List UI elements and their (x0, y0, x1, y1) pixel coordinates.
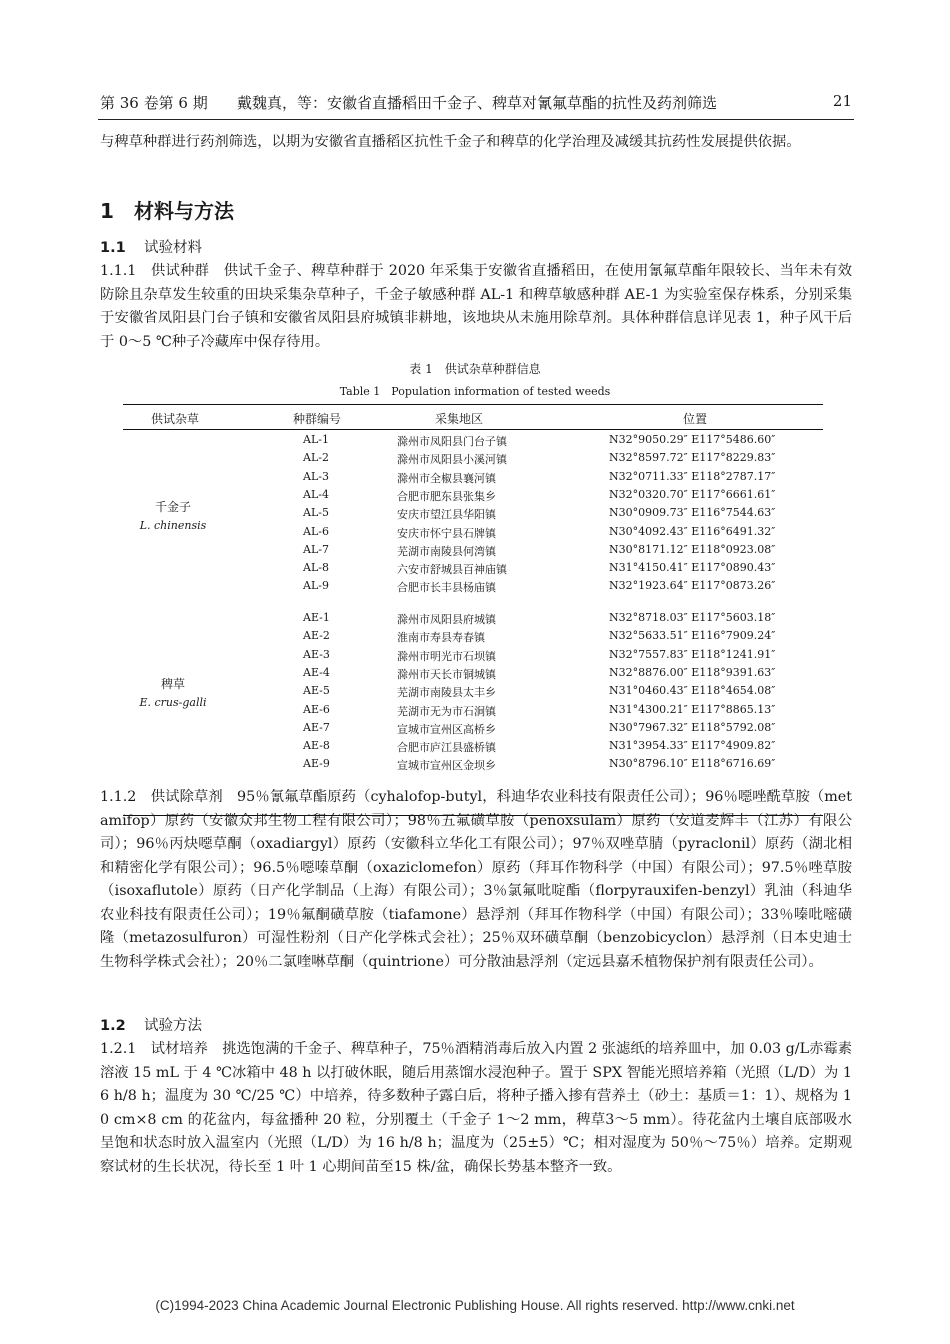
table-row (123, 577, 823, 596)
group-name-latin: L. chinensis (139, 519, 207, 532)
population-id: AL-4 (303, 487, 329, 501)
population-id: AE-3 (303, 647, 330, 661)
population-id: AL-8 (303, 561, 329, 575)
population-id: AE-1 (303, 611, 330, 624)
gps-position: N32°7557.83″ E118°1241.91″ (609, 647, 776, 661)
collection-region: 滁州市凤阳县府城镇 (397, 613, 496, 626)
table-row (123, 719, 823, 738)
paragraph-1-1-2 (100, 786, 852, 974)
gps-position: N30°0909.73″ E116°7544.63″ (609, 506, 776, 520)
collection-region: 六安市舒城县百神庙镇 (397, 563, 507, 577)
subsubsection-title: 供试除草剂 (150, 789, 223, 805)
table-caption-en: Table 1 Population information of tested weeds (339, 385, 611, 398)
gps-position: N32°5633.51″ E116°7909.24″ (609, 629, 776, 643)
subsection-title: 试验材料 (144, 240, 202, 256)
subsection-heading-1-1 (100, 236, 202, 257)
table-row (123, 646, 823, 665)
subsubsection-title: 试材培养 (150, 1041, 208, 1057)
table-row (123, 559, 823, 578)
group-name-cn: 千金子 (154, 500, 191, 514)
table-row (123, 682, 823, 701)
table-row (123, 627, 823, 646)
collection-region: 滁州市凤阳县门台子镇 (397, 435, 507, 448)
population-id: AL-3 (303, 469, 329, 483)
table-row (123, 504, 823, 523)
subsection-number: 1.1 (100, 240, 126, 256)
gps-position: N31°4150.41″ E117°0890.43″ (609, 561, 776, 575)
table-top-rule (123, 404, 823, 405)
table-header-weed: 供试杂草 (151, 412, 200, 426)
subsection-title: 试验方法 (144, 1018, 202, 1034)
gps-position: N32°0320.70″ E117°6661.61″ (609, 487, 776, 501)
collection-region: 安庆市望江县华阳镇 (397, 508, 496, 522)
subsubsection-number: 1.2.1 (100, 1041, 137, 1057)
table-row (123, 755, 823, 774)
population-id: AL-7 (303, 542, 329, 556)
population-id: AE-6 (303, 702, 330, 716)
gps-position: N30°8171.12″ E118°0923.08″ (609, 542, 776, 556)
intro-paragraph: 与稗草种群进行药剂筛选，以期为安徽省直播稻区抗性千金子和稗草的化学治理及减缓其抗药性发展提供依据。 (100, 134, 801, 150)
population-id: AE-9 (303, 757, 330, 771)
table-header-rule (123, 429, 823, 430)
population-id: AL-9 (303, 579, 329, 593)
collection-region: 芜湖市南陵县何湾镇 (397, 544, 496, 558)
table-row (123, 486, 823, 505)
section-number: 1 (100, 199, 114, 223)
population-id: AE-7 (303, 720, 330, 734)
table-caption-cn: 表 1 供试杂草种群信息 (409, 362, 541, 376)
collection-region: 芜湖市无为市石涧镇 (397, 704, 496, 718)
subsection-number: 1.2 (100, 1018, 126, 1034)
collection-region: 芜湖市南陵县太丰乡 (397, 686, 496, 700)
gps-position: N32°8876.00″ E118°9391.63″ (609, 665, 776, 679)
table-header-position: 位置 (683, 412, 708, 426)
paragraph-text: 挑选饱满的千金子、稗草种子，75％酒精消毒后放入内置 2 张滤纸的培养皿中，加 0.03 g/L赤霉素溶液 15 mL 于 4 ℃冰箱中 48 h 以打破休眠，随后用蒸馏水浸泡种子。置于 SPX 智能光照培养箱（光照（L/D）为 16 h/8 h；温度为 30 ℃/25 ℃）中培养，待多数种子露白后，将种子播入掺有营养土（砂土：基质＝1：1）、规格为 10 cm×8 cm 的花盆内，每盆播种 20 粒，分别覆土（千金子 1～2 mm，稗草3～5 mm）。待花盆内土壤自底部吸水呈饱和状态时放入温室内（光照（L/D）为 16 h/8 h；温度为（25±5）℃；相对湿度为 50％～75％）培养。定期观察试材的生长状况，待长至 1 叶 1 心期间苗至15 株/盆，确保长势基本整齐一致。 (100, 1041, 853, 1175)
gps-position: N32°8718.03″ E117°5603.18″ (609, 611, 776, 624)
gps-position: N31°0460.43″ E118°4654.08″ (609, 684, 776, 698)
gps-position: N31°3954.33″ E117°4909.82″ (609, 739, 776, 753)
journal-issue: 第 36 卷第 6 期 (100, 94, 208, 112)
population-id: AL-6 (303, 524, 329, 538)
gps-position: N30°4092.43″ E116°6491.32″ (609, 524, 776, 538)
table-row (123, 541, 823, 560)
collection-region: 宣城市宣州区金坝乡 (397, 759, 496, 773)
collection-region: 滁州市凤阳县小溪河镇 (397, 453, 507, 467)
table-row (123, 523, 823, 542)
gps-position: N30°7967.32″ E118°5792.08″ (609, 720, 776, 734)
collection-region: 安庆市怀宁县石牌镇 (397, 526, 496, 540)
population-id: AE-8 (303, 739, 330, 753)
population-id: AL-2 (303, 451, 329, 465)
gps-position: N32°8597.72″ E117°8229.83″ (609, 451, 776, 465)
paragraph-text: 95％氰氟草酯原药（cyhalofop-butyl，科迪华农业科技有限责任公司）；96％噁唑酰草胺（metamifop）原药（安徽众邦生物工程有限公司）；98％五氟磺草胺（penoxsulam）原药（安道麦辉丰（江苏）有限公司）；96％丙炔噁草酮（oxadiargyl）原药（安徽科立华化工有限公司）；97％双唑草腈（pyraclonil）原药（湖北相和精密化学有限公司）；96.5％噁嗪草酮（oxaziclomefon）原药（拜耳作物科学（中国）有限公司）；97.5％唑草胺（isoxaflutole）原药（日产化学制品（上海）有限公司）；3％氯氟吡啶酯（florpyrauxifen-benzyl）乳油（科迪华农业科技有限责任公司）；19％氟酮磺草胺（tiafamone）悬浮剂（拜耳作物科学（中国）有限公司）；33％嗪吡嘧磺隆（metazosulfuron）可湿性粉剂（日产化学株式会社）；25％双环磺草酮（benzobicyclon）悬浮剂（日本史迪士生物科学株式会社）；20％二氯喹啉草酮（quintrione）可分散油悬浮剂（定远县嘉禾植物保护剂有限责任公司）。 (100, 789, 852, 970)
table-row (123, 701, 823, 720)
gps-position: N32°1923.64″ E117°0873.26″ (609, 579, 776, 593)
population-id: AE-2 (303, 629, 330, 643)
section-heading-1 (100, 195, 234, 224)
running-header (100, 92, 852, 118)
group-name-latin: E. crus-galli (139, 696, 207, 709)
article-running-title: 戴魏真，等：安徽省直播稻田千金子、稗草对氰氟草酯的抗性及药剂筛选 (237, 94, 718, 112)
table-row (123, 609, 823, 628)
paragraph-1-1-1 (100, 260, 852, 354)
population-id: AE-5 (303, 684, 330, 698)
table-header-region: 采集地区 (435, 412, 484, 426)
collection-region: 滁州市天长市铜城镇 (397, 667, 496, 681)
population-id: AL-5 (303, 506, 329, 520)
collection-region: 合肥市肥东县张集乡 (397, 489, 496, 503)
subsubsection-number: 1.1.1 (100, 263, 137, 279)
subsection-heading-1-2 (100, 1014, 202, 1035)
population-id: AL-1 (303, 433, 329, 446)
collection-region: 宣城市宣州区高桥乡 (397, 722, 496, 736)
subsubsection-title: 供试种群 (150, 263, 210, 279)
group-name-cn: 稗草 (160, 677, 185, 691)
page-number: 21 (832, 92, 852, 110)
gps-position: N32°0711.33″ E118°2787.17″ (609, 469, 776, 483)
collection-region: 滁州市全椒县襄河镇 (397, 471, 496, 485)
collection-region: 淮南市寿县寿春镇 (397, 631, 485, 645)
paragraph-text: 供试千金子、稗草种群于 2020 年采集于安徽省直播稻田，在使用氰氟草酯年限较长、当年未有效防除且杂草发生较重的田块采集杂草种子，千金子敏感种群 AL-1 和稗草敏感种群 AE-1 为实验室保存株系，分别采集于安徽省凤阳县门台子镇和安徽省凤阳县府城镇非耕地，该地块从未施用除草剂。具体种群信息详见表 1，种子风干后于 0～5 ℃种子冷藏库中保存待用。 (100, 263, 852, 350)
paragraph-1-2-1 (100, 1038, 852, 1179)
collection-region: 滁州市明光市石坝镇 (397, 649, 496, 663)
subsubsection-number: 1.1.2 (100, 789, 137, 805)
collection-region: 合肥市长丰县杨庙镇 (397, 581, 496, 595)
gps-position: N31°4300.21″ E117°8865.13″ (609, 702, 776, 716)
header-rule (98, 119, 854, 120)
copyright-footer: (C)1994-2023 China Academic Journal Electronic Publishing House. All rights reserved. http://www.cnki.net (155, 1298, 795, 1313)
gps-position: N32°9050.29″ E117°5486.60″ (609, 433, 776, 446)
collection-region: 合肥市庐江县盛桥镇 (397, 741, 496, 755)
population-id: AE-4 (303, 665, 330, 679)
table-row (123, 664, 823, 683)
table-row (123, 449, 823, 468)
section-title: 材料与方法 (134, 199, 234, 223)
table-header-id: 种群编号 (293, 412, 342, 426)
table-row (123, 468, 823, 487)
gps-position: N30°8796.10″ E118°6716.69″ (609, 757, 776, 771)
table-row (123, 737, 823, 756)
table-row (123, 431, 823, 450)
